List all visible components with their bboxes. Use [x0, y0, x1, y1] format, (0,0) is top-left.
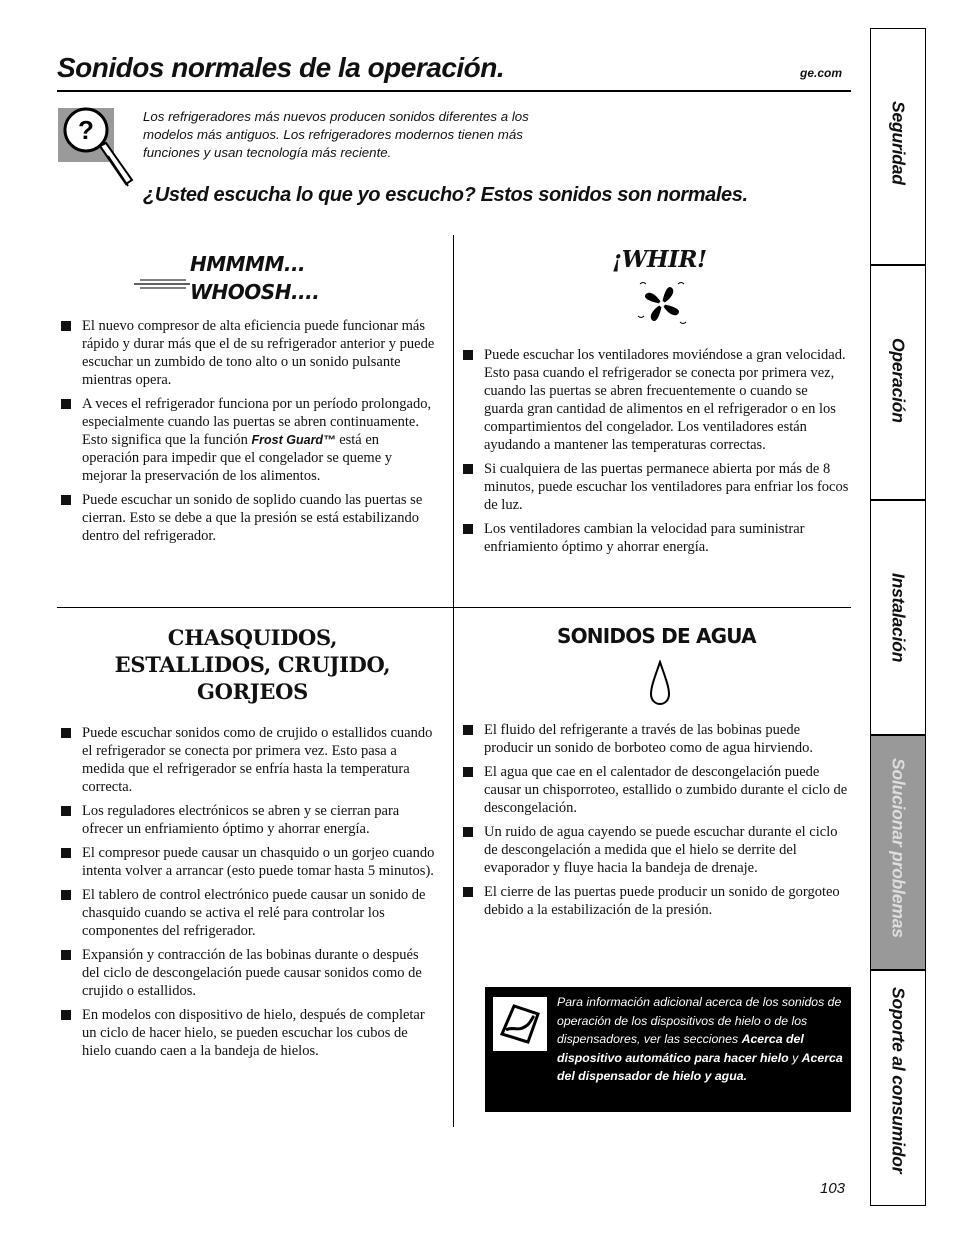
- tab-instalacion[interactable]: Instalación: [871, 501, 925, 736]
- list-item: El tablero de control electrónico puede causar un sonido de chasquido cuando se activa el relé para controlar los componentes del refrigerador.: [58, 886, 438, 940]
- list-item: El agua que cae en el calentador de descongelación puede causar un chisporroteo, estallido o zumbido durante el ciclo de descongelación.: [460, 763, 850, 817]
- list-item: A veces el refrigerador funciona por un período prolongado, especialmente cuando las puertas se abren continuamente. Esto significa que la función Frost Guard™ está en operación para impedir que el congelador se queme y mejorar la preservación de los alimentos.: [58, 395, 438, 485]
- page-title: Sonidos normales de la operación.: [57, 52, 505, 83]
- section-title-hmmmm: HMMMM... WHOOSH....: [190, 252, 320, 304]
- info-note-box: [485, 987, 851, 1112]
- list-hmmmm: [58, 317, 438, 551]
- list-item: Expansión y contracción de las bobinas durante o después del ciclo de descongelación puede causar sonidos como de crujido o estallidos.: [58, 946, 438, 1000]
- list-item: El compresor puede causar un chasquido o un gorjeo cuando intenta volver a arrancar (esto puede tomar hasta 5 minutos).: [58, 844, 438, 880]
- list-item: El nuevo compresor de alta eficiencia puede funcionar más rápido y durar más que el de su refrigerador anterior y puede escuchar un zumbido de tono alto o un sonido pulsante mientras opera.: [58, 317, 438, 389]
- list-item: El fluido del refrigerante a través de las bobinas puede producir un sonido de borboteo como de agua hirviendo.: [460, 721, 850, 757]
- section-title-whir: ¡WHIR!: [612, 246, 707, 273]
- list-item: Un ruido de agua cayendo se puede escuchar durante el ciclo de descongelación a medida que el hielo se derrite del evaporador y fluye hacia la bandeja de drenaje.: [460, 823, 850, 877]
- list-agua: [460, 721, 850, 925]
- list-whir: [460, 346, 850, 562]
- water-drop-icon: [648, 660, 672, 706]
- list-item: Si cualquiera de las puertas permanece abierta por más de 8 minutos, puede escuchar los ventiladores para enfriar los focos de luz.: [460, 460, 850, 514]
- link-dispenser[interactable]: Acerca del dispensador de hielo y agua.: [557, 1050, 843, 1083]
- intro-text: Los refrigeradores más nuevos producen sonidos diferentes a los modelos más antiguos. Los refrigeradores modernos tienen más funciones y usan tecnología más reciente.: [143, 109, 529, 160]
- tab-operacion[interactable]: Operación: [871, 266, 925, 501]
- tab-soporte-al-consumidor[interactable]: Soporte al consumidor: [888, 987, 909, 1174]
- side-tab-nav: [870, 28, 926, 1206]
- list-item: En modelos con dispositivo de hielo, después de completar un ciclo de hacer hielo, se pueden escuchar los cubos de hielo cuando caen a la bandeja de hielos.: [58, 1006, 438, 1060]
- list-item: Puede escuchar un sonido de soplido cuando las puertas se cierran. Esto se debe a que la presión se está estabilizando dentro del refrigerador.: [58, 491, 438, 545]
- question-magnifier-icon: [58, 106, 138, 190]
- title-rule: [57, 90, 851, 92]
- tab-seguridad[interactable]: Seguridad: [871, 29, 925, 266]
- list-chasquidos: [58, 724, 438, 1066]
- section-title-chasquidos: CHASQUIDOS, ESTALLIDOS, CRUJIDO, GORJEOS: [114, 625, 391, 704]
- section-title-agua: SONIDOS DE AGUA: [557, 624, 756, 648]
- whoosh-lines-icon: [134, 276, 190, 292]
- page-number: 103: [820, 1180, 846, 1197]
- frost-guard-term: Frost Guard™: [251, 433, 336, 447]
- fan-icon: [634, 278, 690, 328]
- list-item: Puede escuchar sonidos como de crujido o estallidos cuando el refrigerador se conecta por primera vez. Esto pasa a medida que el refrigerador se enfría hasta la temperatura correcta.: [58, 724, 438, 796]
- list-item: Los reguladores electrónicos se abren y se cierran para ofrecer un enfriamiento óptimo y ahorrar energía.: [58, 802, 438, 838]
- link-ice-maker[interactable]: Acerca del dispositivo automático para hacer hielo: [557, 1032, 804, 1065]
- subheading: ¿Usted escucha lo que yo escucho? Estos sonidos son normales.: [143, 184, 748, 206]
- book-note-icon: [492, 996, 548, 1052]
- tab-solucionar-problemas[interactable]: Solucionar problemas: [871, 736, 925, 971]
- svg-text:?: ?: [78, 115, 94, 145]
- list-item: Puede escuchar los ventiladores moviéndose a gran velocidad. Esto pasa cuando el refrigerador se conecta por primera vez, cuando las puertas se abren frecuentemente o cuando se guarda gran cantidad de alimentos en el refrigerador o en los compartimientos del congelador. Los ventiladores están ayudando a mantener las temperaturas correctas.: [460, 346, 850, 454]
- list-item: Los ventiladores cambian la velocidad para suministrar enfriamiento óptimo y ahorrar energía.: [460, 520, 850, 556]
- info-note-text: Para información adicional acerca de los sonidos de operación de los dispositivos de hielo o de los dispensadores, ver las secciones Acerca del dispositivo automático para hacer hielo y Acerca del dispensador de hielo y agua.: [557, 995, 843, 1083]
- list-item: El cierre de las puertas puede producir un sonido de gorgoteo debido a la estabilización de la presión.: [460, 883, 850, 919]
- site-url[interactable]: ge.com: [800, 66, 843, 80]
- column-divider: [453, 235, 454, 1127]
- row-divider: [57, 607, 851, 608]
